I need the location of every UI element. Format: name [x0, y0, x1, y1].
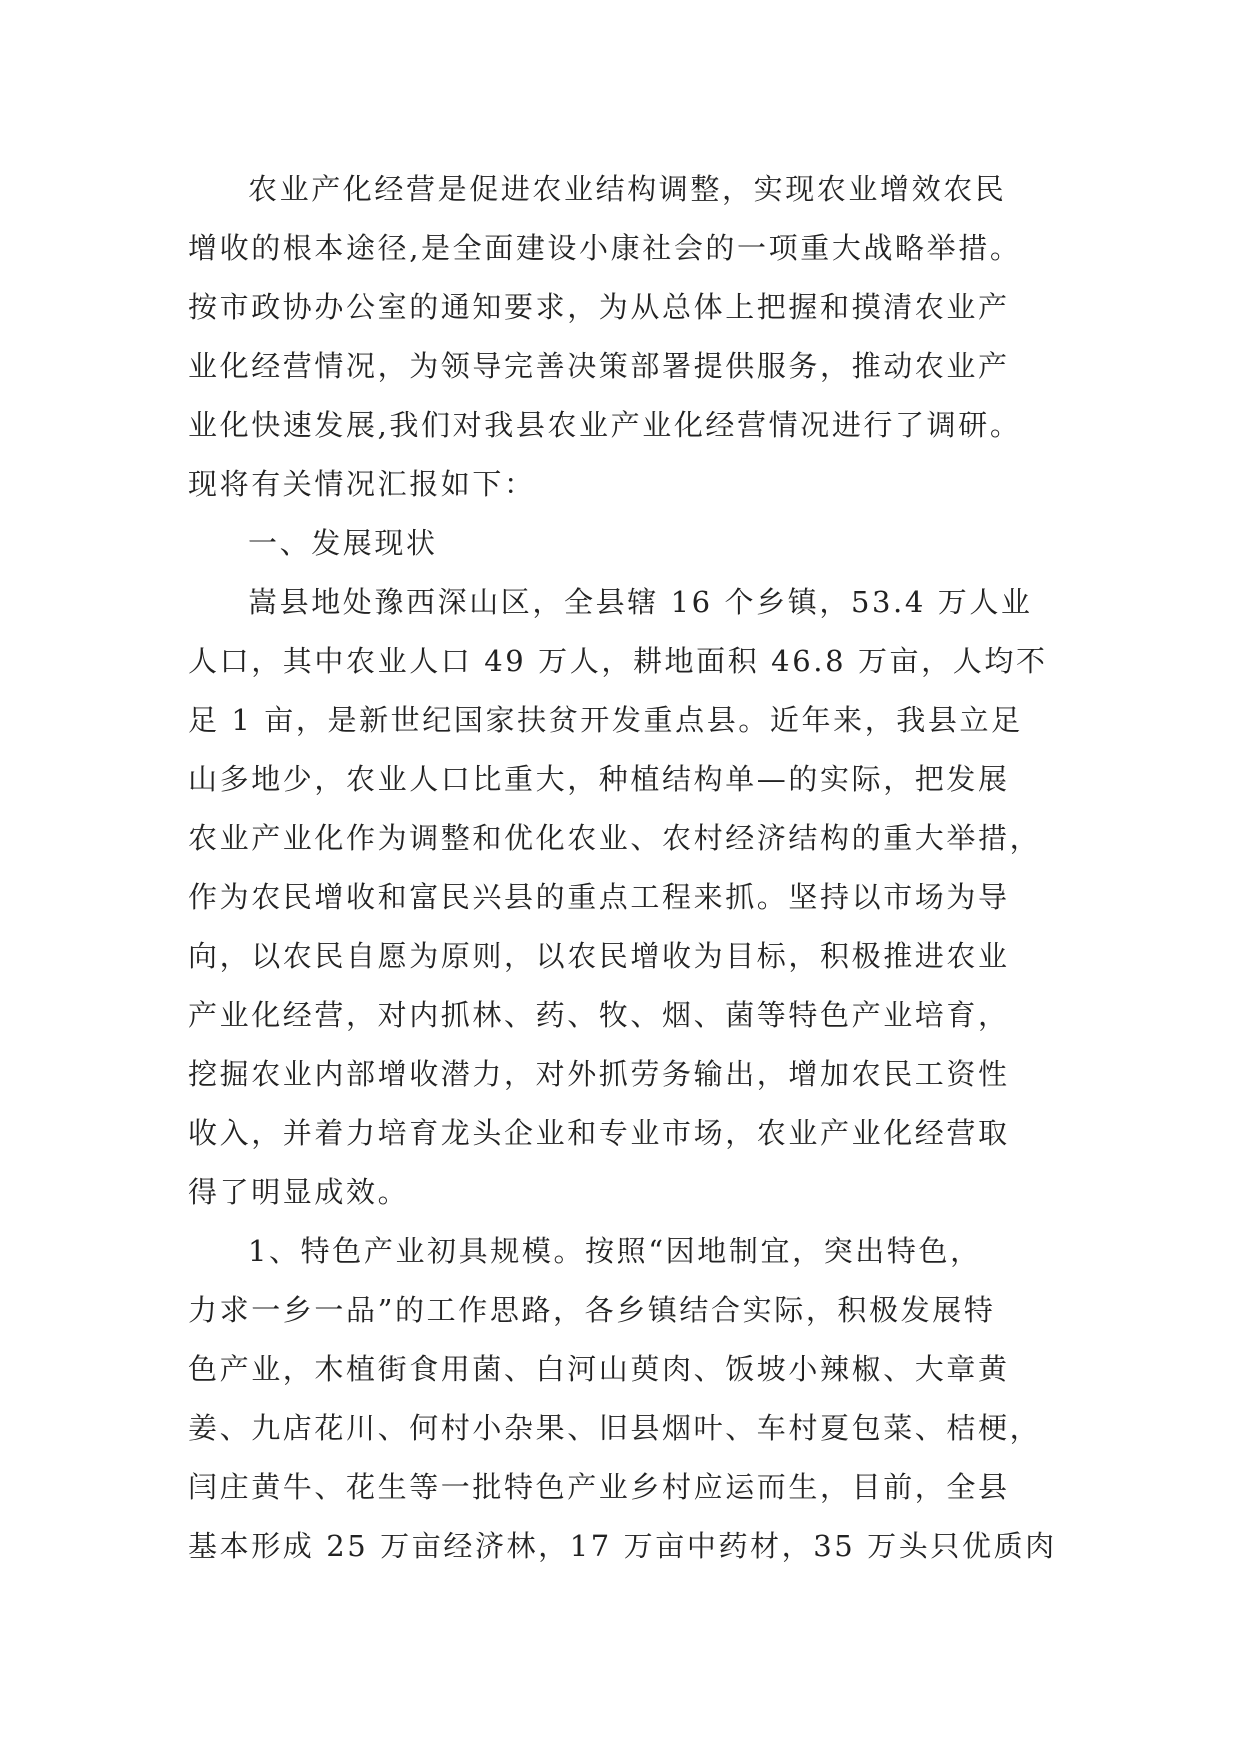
- text-line: 得了明显成效。: [188, 1175, 410, 1209]
- text-line: 业化经营情况，为领导完善决策部署提供服务，推动农业产: [188, 349, 1010, 383]
- section-heading: [188, 514, 1068, 573]
- text-line: 现将有关情况汇报如下：: [188, 467, 536, 501]
- text-line: 人口，其中农业人口 49 万人，耕地面积 46.8 万亩，人均不: [188, 644, 1048, 678]
- text-line: 挖掘农业内部增收潜力，对外抓劳务输出，增加农民工资性: [188, 1057, 1010, 1091]
- text-line: 姜、九店花川、何村小杂果、旧县烟叶、车村夏包菜、桔梗，: [188, 1411, 1042, 1445]
- text-line: 基本形成 25 万亩经济林，17 万亩中药材，35 万头只优质肉: [188, 1529, 1057, 1563]
- text-line: 闫庄黄牛、花生等一批特色产业乡村应运而生，目前，全县: [188, 1470, 1010, 1504]
- text-line: 作为农民增收和富民兴县的重点工程来抓。坚持以市场为导: [188, 880, 1010, 914]
- text-line: 1、特色产业初具规模。按照“因地制宜，突出特色，: [248, 1234, 982, 1268]
- text-line: 增收的根本途径,是全面建设小康社会的一项重大战略举措。: [188, 231, 1022, 265]
- document-body: [188, 160, 1068, 1576]
- text-line: 山多地少，农业人口比重大，种植结构单—的实际，把发展: [188, 762, 1010, 796]
- text-line: 业化快速发展,我们对我县农业产业化经营情况进行了调研。: [188, 408, 1022, 442]
- intro-paragraph: [188, 160, 1068, 514]
- section-heading-text: 一、发展现状: [248, 526, 438, 560]
- status-paragraph: [188, 573, 1068, 1222]
- text-line: 向，以农民自愿为原则，以农民增收为目标，积极推进农业: [188, 939, 1010, 973]
- text-line: 按市政协办公室的通知要求，为从总体上把握和摸清农业产: [188, 290, 1010, 324]
- text-line: 色产业，木植街食用菌、白河山萸肉、饭坡小辣椒、大章黄: [188, 1352, 1010, 1386]
- text-line: 农业产化经营是促进农业结构调整，实现农业增效农民: [248, 172, 1007, 206]
- text-line: 嵩县地处豫西深山区，全县辖 16 个乡镇，53.4 万人业: [248, 585, 1033, 619]
- text-line: 力求一乡一品”的工作思路，各乡镇结合实际，积极发展特: [188, 1293, 996, 1327]
- text-line: 收入，并着力培育龙头企业和专业市场，农业产业化经营取: [188, 1116, 1010, 1150]
- text-line: 足 1 亩，是新世纪国家扶贫开发重点县。近年来，我县立足: [188, 703, 1023, 737]
- industry-paragraph: [188, 1222, 1068, 1576]
- text-line: 产业化经营，对内抓林、药、牧、烟、菌等特色产业培育，: [188, 998, 1010, 1032]
- text-line: 农业产业化作为调整和优化农业、农村经济结构的重大举措，: [188, 821, 1042, 855]
